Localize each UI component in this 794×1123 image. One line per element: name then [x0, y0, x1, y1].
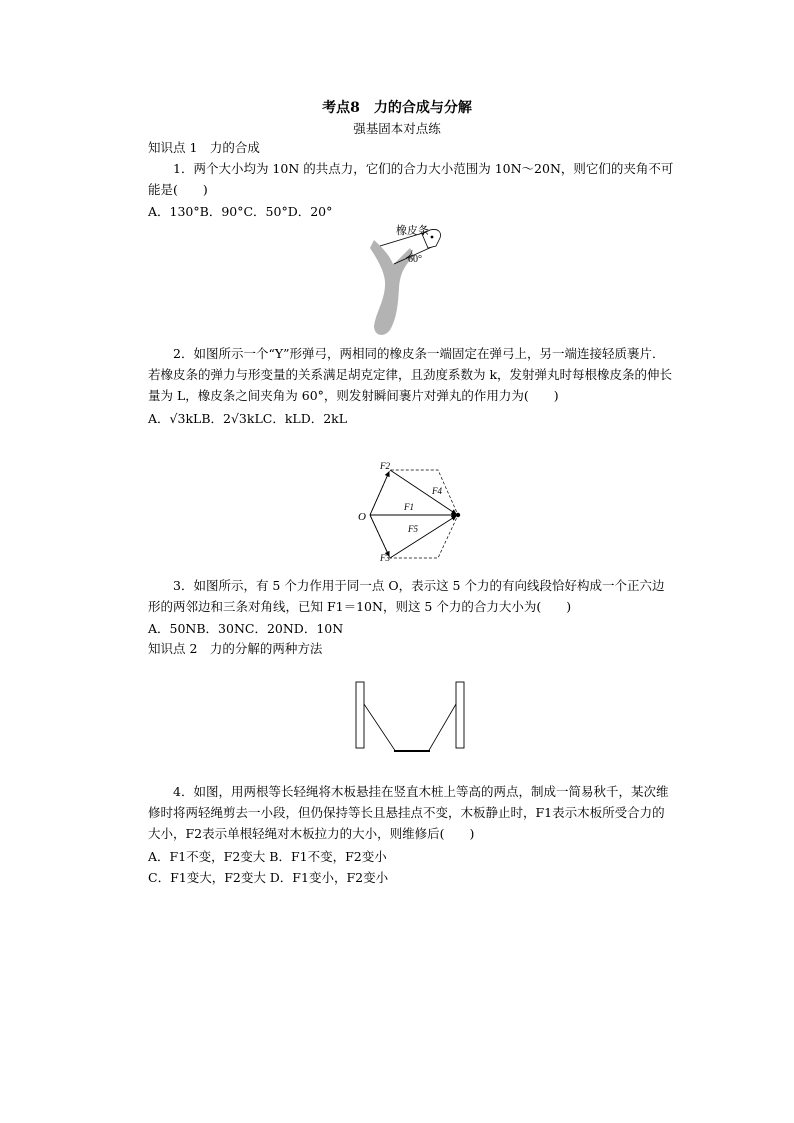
- swing-board: [394, 750, 430, 752]
- force-f5-arrow: [390, 516, 456, 558]
- question-2-stem: 2．如图所示一个“Y”形弹弓，两相同的橡皮条一端固定在弹弓上，另一端连接轻质裹片．若橡皮条的弹力与形变量的关系满足胡克定律，且劲度系数为 k，发射弹丸时每根橡皮条的伸长量为 L，橡皮条之间夹角为 60°，则发射瞬间裹片对弹丸的作用力为( ): [148, 346, 673, 403]
- page-subtitle: 强基固本对点练: [353, 121, 441, 136]
- hexagon-force-figure: [354, 460, 468, 562]
- question-1-stem: 1．两个大小均为 10N 的共点力，它们的合力大小范围为 10N～20N，则它们的夹角不可能是( ): [148, 161, 674, 197]
- question-4-options-line-1: A．F1不变，F2变大 B．F1不变，F2变小: [148, 849, 387, 864]
- right-rope: [428, 704, 456, 752]
- label-f3: F3: [380, 553, 390, 562]
- left-rope: [364, 704, 396, 752]
- angle-label: 60°: [408, 254, 422, 265]
- right-post: [456, 682, 464, 748]
- question-3-stem: 3．如图所示，有 5 个力作用于同一点 O，表示这 5 个力的有向线段恰好构成一个正六边形的两邻边和三条对角线，已知 F1＝10N，则这 5 个力的合力大小为( ): [148, 578, 665, 614]
- pellet: [431, 236, 434, 239]
- question-2-options: A．√3kLB．2√3kLC．kLD．2kL: [148, 411, 348, 426]
- left-post: [356, 682, 364, 748]
- question-3-options: A．50NB．30NC．20ND．10N: [148, 621, 344, 636]
- question-4-options-line-2: C．F1变大，F2变大 D．F1变小，F2变小: [148, 870, 389, 885]
- label-o: O: [358, 511, 366, 523]
- section-heading-1: 知识点 1 力的合成: [148, 140, 260, 155]
- force-f3-arrow: [370, 515, 389, 556]
- swing-figure: [350, 680, 472, 752]
- page-title: 考点8 力的合成与分解: [322, 100, 472, 116]
- hexagon-vertex-dot: [456, 513, 460, 517]
- label-f5: F5: [408, 524, 418, 534]
- question-1-options: A．130°B．90°C．50°D．20°: [148, 204, 333, 219]
- section-heading-2: 知识点 2 力的分解的两种方法: [148, 641, 323, 656]
- rubber-band-label: 橡皮条: [396, 225, 429, 237]
- force-f2-arrow: [370, 472, 389, 515]
- force-f4-arrow: [390, 470, 456, 514]
- slingshot-figure: [366, 222, 448, 342]
- label-f4: F4: [432, 486, 442, 496]
- label-f1: F1: [404, 502, 414, 512]
- hexagon-outline: [370, 470, 458, 558]
- label-f2: F2: [380, 461, 390, 471]
- question-4-stem: 4．如图，用两根等长轻绳将木板悬挂在竖直木桩上等高的两点，制成一简易秋千，某次维修时将两轻绳剪去一小段，但仍保持等长且悬挂点不变，木板静止时，F1表示木板所受合力的大小，F2表示单根轻绳对木板拉力的大小，则维修后( ): [148, 784, 669, 841]
